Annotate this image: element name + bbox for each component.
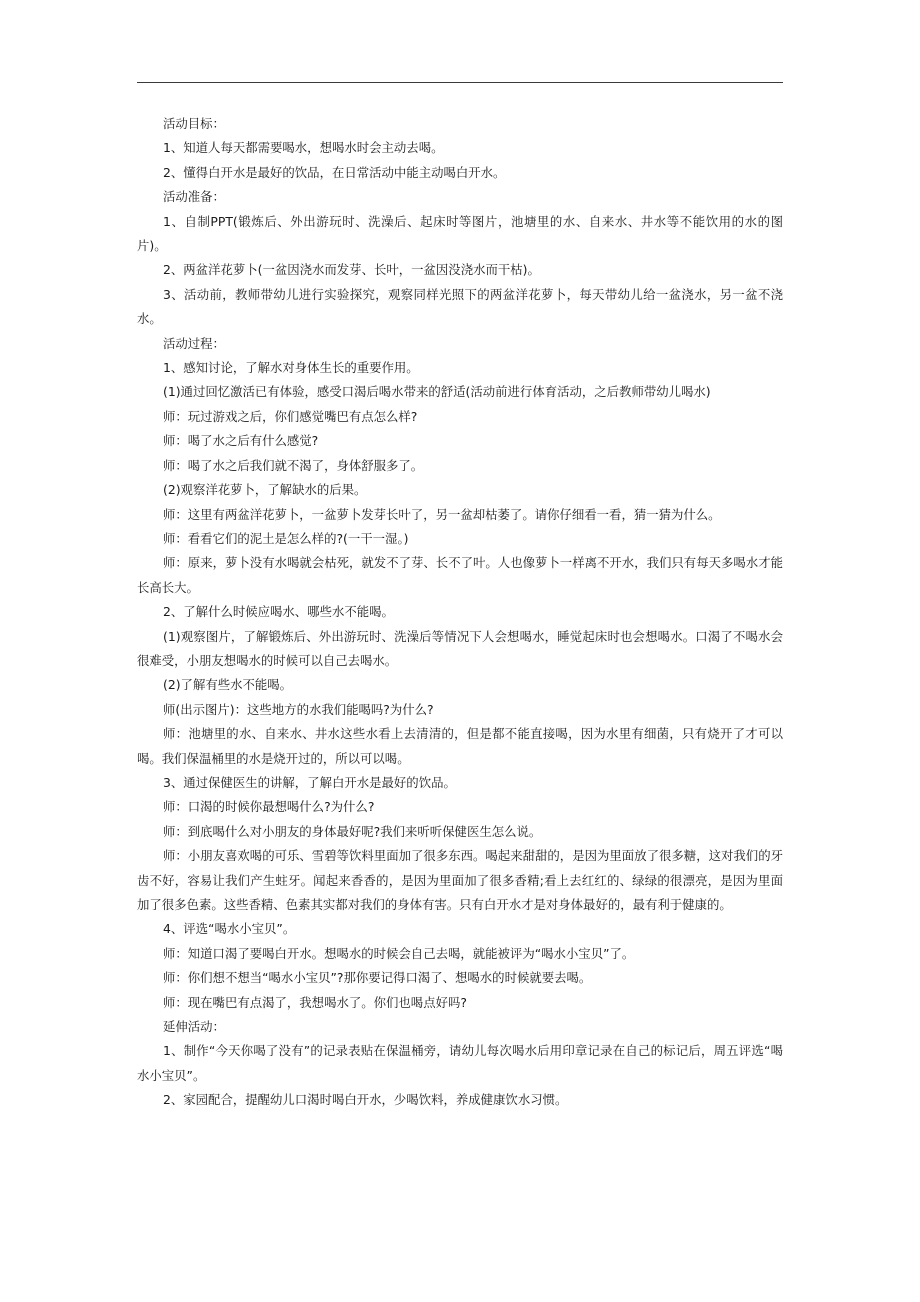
header-rule (137, 82, 783, 83)
preparation-item: 2、两盆洋花萝卜(一盆因浇水而发芽、长叶，一盆因没浇水而干枯)。 (163, 262, 540, 278)
teacher-line: 师：池塘里的水、自来水、井水这些水看上去清清的，但是都不能直接喝，因为水里有细菌，只有烧开了才可以喝。我们保温桶里的水是烧开过的，所以可以喝。 (137, 726, 783, 766)
heading-goals: 活动目标： (163, 116, 225, 131)
heading-preparation: 活动准备： (163, 189, 225, 205)
teacher-line: 师：现在嘴巴有点渴了，我想喝水了。你们也喝点好吗? (163, 994, 467, 1010)
process-step: 1、感知讨论，了解水对身体生长的重要作用。 (163, 360, 419, 376)
teacher-line: 师：小朋友喜欢喝的可乐、雪碧等饮料里面加了很多东西。喝起来甜甜的，是因为里面放了很多糖，这对我们的牙齿不好，容易让我们产生蛀牙。闻起来香香的，是因为里面加了很多香精;看上去红红的、绿绿的很漂亮，是因为里面加了很多色素。这些香精、色素其实都对我们的身体有害。只有白开水才是对身体最好的，最有利于健康的。 (137, 848, 783, 912)
teacher-line: 师：看看它们的泥土是怎么样的?(一干一湿。) (163, 530, 409, 546)
process-step: 3、通过保健医生的讲解，了解白开水是最好的饮品。 (163, 774, 456, 790)
teacher-line: 师(出示图片)：这些地方的水我们能喝吗?为什么? (163, 701, 434, 717)
document-body (137, 112, 783, 1113)
process-step: 2、了解什么时候应喝水、哪些水不能喝。 (163, 604, 394, 620)
process-substep: (2)观察洋花萝卜，了解缺水的后果。 (163, 482, 367, 498)
heading-extension: 延伸活动： (163, 1019, 225, 1035)
process-substep: (1)观察图片，了解锻炼后、外出游玩时、洗澡后等情况下人会想喝水，睡觉起床时也会想喝水。口渴了不喝水会很难受，小朋友想喝水的时候可以自己去喝水。 (137, 628, 783, 668)
teacher-line: 师：玩过游戏之后，你们感觉嘴巴有点怎么样? (163, 408, 418, 424)
process-step: 4、评选“喝水小宝贝”。 (163, 921, 296, 937)
teacher-line: 师：你们想不想当“喝水小宝贝”?那你要记得口渴了、想喝水的时候就要去喝。 (163, 970, 592, 986)
preparation-item: 3、活动前，教师带幼儿进行实验探究，观察同样光照下的两盆洋花萝卜，每天带幼儿给一盆浇水，另一盆不浇水。 (137, 286, 783, 327)
teacher-line: 师：喝了水之后有什么感觉? (163, 433, 319, 449)
process-substep: (2)了解有些水不能喝。 (163, 677, 293, 693)
heading-process: 活动过程： (163, 335, 225, 351)
process-substep: (1)通过回忆激活已有体验，感受口渴后喝水带来的舒适(活动前进行体育活动，之后教师带幼儿喝水) (163, 384, 711, 400)
extension-item: 1、制作“今天你喝了没有”的记录表贴在保温桶旁，请幼儿每次喝水后用印章记录在自己的标记后，周五评选“喝水小宝贝”。 (137, 1043, 783, 1083)
teacher-line: 师：这里有两盆洋花萝卜，一盆萝卜发芽长叶了，另一盆却枯萎了。请你仔细看一看，猜一猜为什么。 (163, 506, 721, 522)
goal-item: 2、懂得白开水是最好的饮品，在日常活动中能主动喝白开水。 (163, 164, 506, 180)
teacher-line: 师：到底喝什么对小朋友的身体最好呢?我们来听听保健医生怎么说。 (163, 823, 542, 839)
teacher-line: 师：原来，萝卜没有水喝就会枯死，就发不了芽、长不了叶。人也像萝卜一样离不开水，我们只有每天多喝水才能长高长大。 (137, 555, 783, 595)
teacher-line: 师：口渴的时候你最想喝什么?为什么? (163, 799, 375, 815)
goal-item: 1、知道人每天都需要喝水，想喝水时会主动去喝。 (163, 140, 444, 156)
teacher-line: 师：知道口渴了要喝白开水。想喝水的时候会自己去喝，就能被评为“喝水小宝贝”了。 (163, 945, 635, 961)
extension-item: 2、家园配合，提醒幼儿口渴时喝白开水，少喝饮料，养成健康饮水习惯。 (163, 1092, 568, 1108)
teacher-line: 师：喝了水之后我们就不渴了，身体舒服多了。 (163, 457, 424, 473)
preparation-item: 1、自制PPT(锻炼后、外出游玩时、洗澡后、起床时等图片，池塘里的水、自来水、井水等不能饮用的水的图片)。 (137, 213, 783, 254)
